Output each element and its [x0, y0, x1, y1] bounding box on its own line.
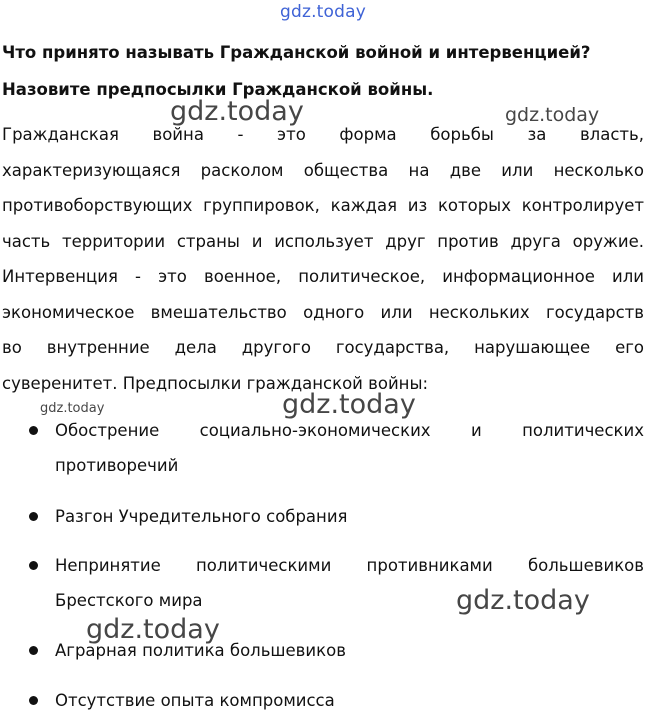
bullet-icon [29, 646, 38, 655]
answer-line: часть территории страны и использует друг против друга оружие. [2, 231, 644, 251]
answer-line: характеризующаяся расколом общества на две или несколько [2, 160, 644, 180]
list-item-line: Брестского мира [55, 591, 203, 610]
list-item-line: Непринятие политическими противниками большевиков [55, 556, 644, 575]
watermark: gdz.today [282, 389, 416, 420]
answer-paragraph [2, 117, 644, 401]
answer-line: Гражданская война - это форма борьбы за власть, [2, 125, 644, 144]
list-item-text [55, 683, 644, 718]
list-item-line: Разгон Учредительного собрания [55, 507, 348, 526]
list-item-line: Отсутствие опыта компромисса [55, 691, 335, 710]
list-item-text [55, 499, 644, 534]
answer-line: экономическое вмешательство одного или нескольких государств [2, 302, 644, 322]
answer-line: суверенитет. Предпосылки гражданской войны: [2, 373, 429, 393]
list-item-text [55, 413, 644, 483]
watermark: gdz.today [86, 614, 220, 645]
site-logo[interactable]: gdz.today [279, 2, 367, 22]
bullet-icon [29, 512, 38, 521]
question-line: Назовите предпосылки Гражданской войны. [2, 80, 434, 99]
question-heading [2, 34, 644, 108]
answer-line: Интервенция - это военное, политическое, информационное или [2, 267, 644, 286]
watermark: gdz.today [456, 585, 590, 616]
watermark: gdz.today [40, 401, 105, 416]
answer-line: во внутренние дела другого государства, нарушающее его [2, 338, 644, 357]
list-item-line: противоречий [55, 456, 179, 475]
watermark: gdz.today [170, 96, 304, 127]
bullet-icon [29, 426, 38, 435]
question-line: Что принято называть Гражданской войной и интервенцией? [2, 43, 591, 62]
watermark: gdz.today [505, 104, 600, 126]
list-item-line: Обострение социально-экономических и политических [55, 421, 644, 440]
bullet-icon [29, 561, 38, 570]
answer-line: противоборствующих группировок, каждая из которых контролирует [2, 196, 644, 215]
bullet-icon [29, 696, 38, 705]
list-item-line: Аграрная политика большевиков [55, 641, 346, 660]
